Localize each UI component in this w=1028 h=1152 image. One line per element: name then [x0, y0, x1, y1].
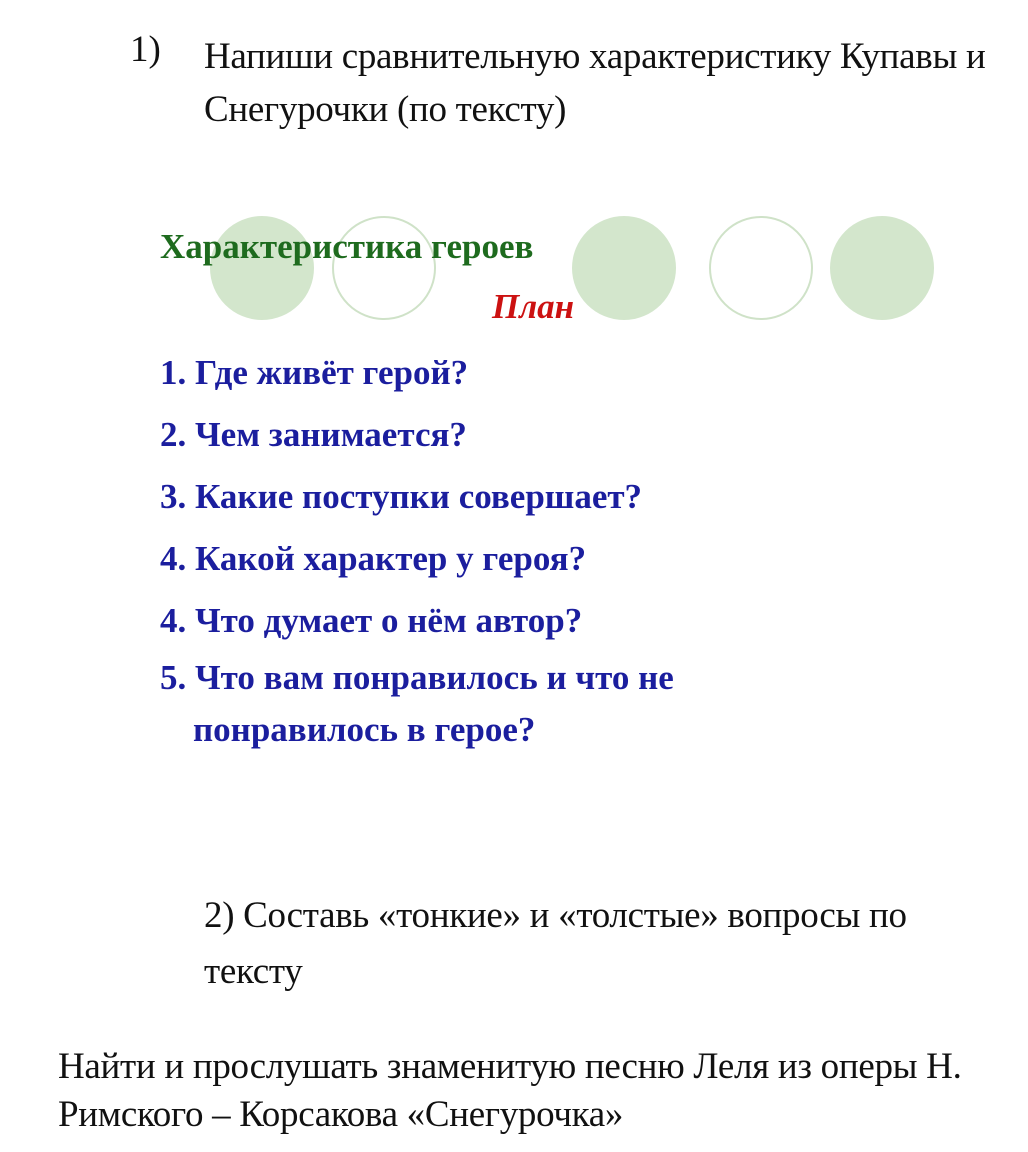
plan-item	[160, 342, 860, 404]
plan-item-number: 1.	[160, 353, 187, 392]
task-2-text: 2) Составь «тонкие» и «толстые» вопросы по тексту	[204, 895, 907, 992]
plan-item-text: Где живёт герой?	[195, 353, 469, 392]
slide-title: Характеристика героев	[160, 227, 534, 266]
plan-item-number: 4.	[160, 601, 187, 640]
decor-circle-filled	[830, 216, 934, 320]
slide-subtitle: План	[492, 287, 575, 326]
plan-item	[160, 528, 860, 590]
plan-item-number: 3.	[160, 477, 187, 516]
plan-item	[160, 404, 860, 466]
plan-item-text: Чем занимается?	[195, 415, 467, 454]
task-1-text: Напиши сравнительную характеристику Купавы и Снегурочки (по тексту)	[204, 36, 986, 130]
plan-item-number: 4.	[160, 539, 187, 578]
plan-item	[160, 590, 860, 652]
plan-item	[160, 652, 860, 756]
plan-item-text: Какой характер у героя?	[195, 539, 587, 578]
homework-text: Найти и прослушать знаменитую песню Леля из оперы Н. Римского – Корсакова «Снегурочка»	[58, 1046, 962, 1135]
task-1-number: 1)	[130, 29, 161, 70]
plan-item-text: Что вам понравилось и что не	[195, 658, 674, 697]
plan-item	[160, 466, 860, 528]
plan-item-number: 2.	[160, 415, 187, 454]
plan-item-text: Что думает о нём автор?	[195, 601, 583, 640]
plan-item-text: Какие поступки совершает?	[195, 477, 643, 516]
decor-circle-outline	[709, 216, 813, 320]
decor-circle-filled	[572, 216, 676, 320]
plan-item-number: 5.	[160, 658, 187, 697]
plan-item-continuation: понравилось в герое?	[193, 710, 536, 749]
plan-list	[160, 342, 860, 756]
